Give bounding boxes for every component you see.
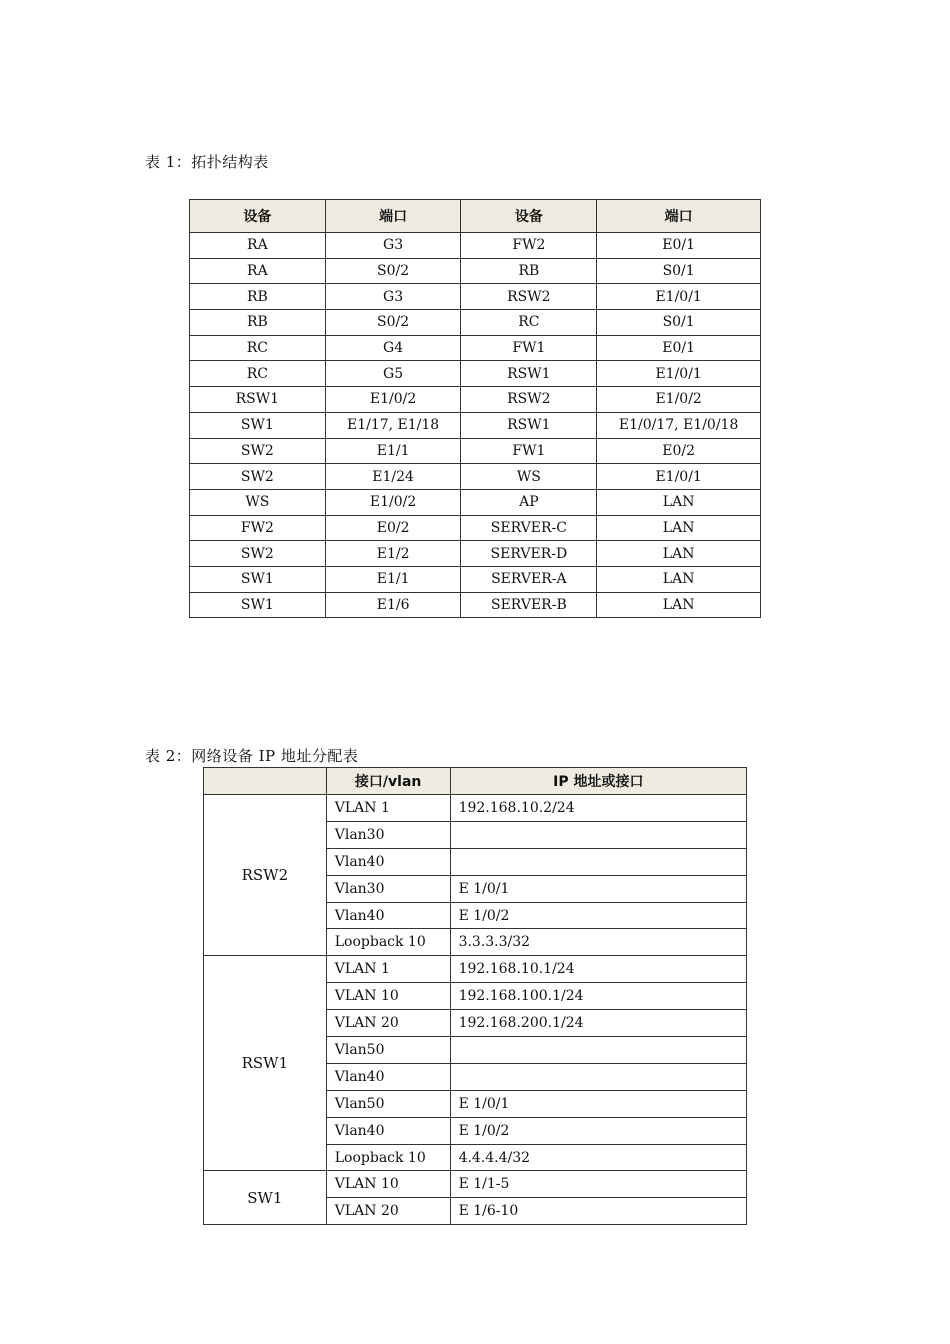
table-row (190, 515, 761, 541)
port-b-cell: E1/0/17, E1/0/18 (597, 412, 761, 438)
port-b-cell: E1/0/1 (597, 361, 761, 387)
port-a-cell: G3 (325, 284, 461, 310)
header-device (204, 768, 327, 795)
port-b-cell: E0/1 (597, 335, 761, 361)
device-cell: RSW2 (204, 795, 327, 956)
port-a-cell: E1/0/2 (325, 489, 461, 515)
port-b-cell: S0/1 (597, 258, 761, 284)
address-cell (450, 1037, 746, 1064)
device-b-cell: SERVER-C (461, 515, 597, 541)
interface-cell: Vlan40 (326, 1063, 450, 1090)
address-cell (450, 848, 746, 875)
address-cell: 192.168.10.1/24 (450, 956, 746, 983)
device-a-cell: RSW1 (190, 387, 326, 413)
interface-cell: VLAN 10 (326, 1171, 450, 1198)
port-b-cell: LAN (597, 592, 761, 618)
port-b-cell: LAN (597, 489, 761, 515)
address-cell: E 1/0/1 (450, 875, 746, 902)
ip-allocation-table-body (204, 795, 747, 1225)
address-cell: E 1/0/2 (450, 902, 746, 929)
port-a-cell: E1/17, E1/18 (325, 412, 461, 438)
device-a-cell: SW2 (190, 438, 326, 464)
table-row (190, 489, 761, 515)
table-row (204, 956, 747, 983)
port-b-cell: LAN (597, 541, 761, 567)
device-a-cell: RA (190, 258, 326, 284)
port-a-cell: E1/1 (325, 566, 461, 592)
table-row (190, 592, 761, 618)
interface-cell: Vlan50 (326, 1090, 450, 1117)
table-row (190, 464, 761, 490)
port-a-cell: S0/2 (325, 258, 461, 284)
header-ip-or-interface: IP 地址或接口 (450, 768, 746, 795)
device-a-cell: SW2 (190, 464, 326, 490)
interface-cell: Vlan30 (326, 821, 450, 848)
device-a-cell: SW1 (190, 566, 326, 592)
interface-cell: VLAN 1 (326, 795, 450, 822)
device-a-cell: WS (190, 489, 326, 515)
address-cell: E 1/1-5 (450, 1171, 746, 1198)
device-a-cell: FW2 (190, 515, 326, 541)
device-a-cell: SW2 (190, 541, 326, 567)
table-row (190, 566, 761, 592)
table2-caption: 表 2：网络设备 IP 地址分配表 (145, 747, 359, 765)
table-row (190, 233, 761, 259)
port-a-cell: G4 (325, 335, 461, 361)
device-b-cell: RB (461, 258, 597, 284)
port-b-cell: S0/1 (597, 310, 761, 336)
port-a-cell: G5 (325, 361, 461, 387)
device-b-cell: RSW2 (461, 387, 597, 413)
port-b-cell: LAN (597, 566, 761, 592)
port-a-cell: E1/6 (325, 592, 461, 618)
interface-cell: VLAN 1 (326, 956, 450, 983)
interface-cell: Vlan30 (326, 875, 450, 902)
address-cell: 192.168.100.1/24 (450, 983, 746, 1010)
header-port-b: 端口 (597, 200, 761, 233)
device-b-cell: FW1 (461, 335, 597, 361)
device-b-cell: WS (461, 464, 597, 490)
device-b-cell: FW2 (461, 233, 597, 259)
interface-cell: Loopback 10 (326, 929, 450, 956)
port-b-cell: E1/0/1 (597, 464, 761, 490)
device-b-cell: FW1 (461, 438, 597, 464)
port-a-cell: E1/0/2 (325, 387, 461, 413)
address-cell (450, 821, 746, 848)
interface-cell: Vlan50 (326, 1037, 450, 1064)
device-b-cell: RSW1 (461, 361, 597, 387)
ip-allocation-table (203, 767, 747, 1225)
address-cell: 192.168.10.2/24 (450, 795, 746, 822)
address-cell: E 1/0/1 (450, 1090, 746, 1117)
header-interface-vlan: 接口/vlan (326, 768, 450, 795)
topology-table (189, 199, 761, 618)
address-cell: 4.4.4.4/32 (450, 1144, 746, 1171)
address-cell: E 1/6-10 (450, 1198, 746, 1225)
device-a-cell: RA (190, 233, 326, 259)
table-row (190, 258, 761, 284)
device-b-cell: RSW2 (461, 284, 597, 310)
interface-cell: Loopback 10 (326, 1144, 450, 1171)
topology-table-body (190, 233, 761, 618)
device-b-cell: SERVER-D (461, 541, 597, 567)
port-a-cell: G3 (325, 233, 461, 259)
header-port-a: 端口 (325, 200, 461, 233)
device-b-cell: RSW1 (461, 412, 597, 438)
port-b-cell: E0/2 (597, 438, 761, 464)
interface-cell: VLAN 10 (326, 983, 450, 1010)
header-device-a: 设备 (190, 200, 326, 233)
port-a-cell: S0/2 (325, 310, 461, 336)
device-a-cell: SW1 (190, 592, 326, 618)
device-b-cell: AP (461, 489, 597, 515)
table-row (204, 1171, 747, 1198)
table1-caption: 表 1：拓扑结构表 (145, 153, 269, 171)
device-a-cell: SW1 (190, 412, 326, 438)
device-a-cell: RC (190, 335, 326, 361)
port-a-cell: E0/2 (325, 515, 461, 541)
device-cell: RSW1 (204, 956, 327, 1171)
device-cell: SW1 (204, 1171, 327, 1225)
table-row (190, 412, 761, 438)
interface-cell: Vlan40 (326, 1117, 450, 1144)
interface-cell: VLAN 20 (326, 1198, 450, 1225)
table-header-row (204, 768, 747, 795)
device-b-cell: SERVER-B (461, 592, 597, 618)
address-cell (450, 1063, 746, 1090)
table-row (190, 361, 761, 387)
port-b-cell: E1/0/1 (597, 284, 761, 310)
table-row (204, 795, 747, 822)
interface-cell: VLAN 20 (326, 1010, 450, 1037)
device-a-cell: RB (190, 284, 326, 310)
device-b-cell: SERVER-A (461, 566, 597, 592)
device-b-cell: RC (461, 310, 597, 336)
table-row (190, 310, 761, 336)
port-a-cell: E1/1 (325, 438, 461, 464)
port-b-cell: E1/0/2 (597, 387, 761, 413)
device-a-cell: RC (190, 361, 326, 387)
table-row (190, 335, 761, 361)
port-b-cell: E0/1 (597, 233, 761, 259)
table-header-row (190, 200, 761, 233)
port-a-cell: E1/24 (325, 464, 461, 490)
interface-cell: Vlan40 (326, 848, 450, 875)
table-row (190, 541, 761, 567)
table-row (190, 284, 761, 310)
interface-cell: Vlan40 (326, 902, 450, 929)
address-cell: 192.168.200.1/24 (450, 1010, 746, 1037)
table-row (190, 387, 761, 413)
port-a-cell: E1/2 (325, 541, 461, 567)
address-cell: 3.3.3.3/32 (450, 929, 746, 956)
port-b-cell: LAN (597, 515, 761, 541)
header-device-b: 设备 (461, 200, 597, 233)
address-cell: E 1/0/2 (450, 1117, 746, 1144)
table-row (190, 438, 761, 464)
device-a-cell: RB (190, 310, 326, 336)
